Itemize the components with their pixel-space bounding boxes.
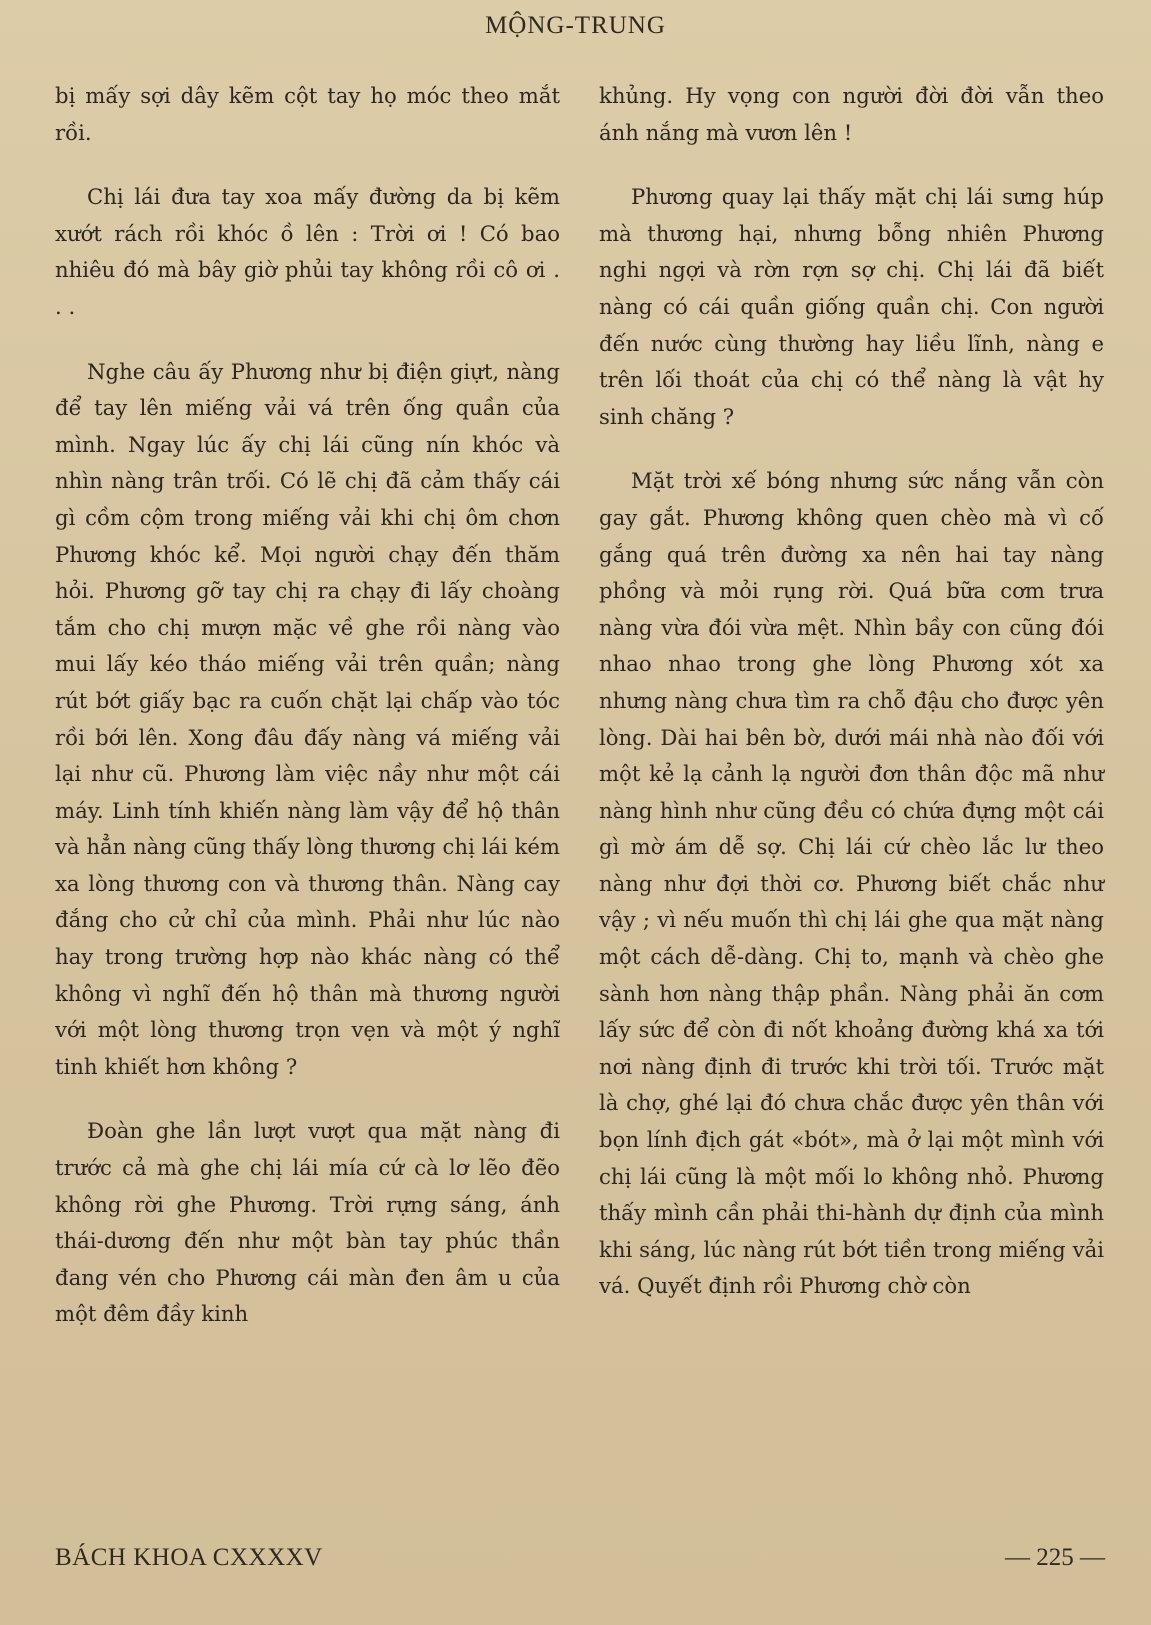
paragraph: bị mấy sợi dây kẽm cột tay họ móc theo mắt rồi.: [55, 83, 560, 145]
paragraph: Chị lái đưa tay xoa mấy đường da bị kẽm xướt rách rồi khóc ồ lên : Trời ơi ! Có bao nhiêu đó mà bây giờ phủi tay không rồi cô ơi . . .: [55, 184, 560, 319]
paragraph: Đoàn ghe lần lượt vượt qua mặt nàng đi trước cả mà ghe chị lái mía cứ cà lơ lẽo đẽo không rời ghe Phương. Trời rựng sáng, ánh thái-dương đến như một bàn tay phúc thần đang vén cho Phương cái màn đen âm u của một đêm đầy kinh: [55, 1118, 560, 1327]
paragraph: khủng. Hy vọng con người đời đời vẫn theo ánh nắng mà vươn lên !: [599, 83, 1104, 145]
right-text-column: [599, 78, 1104, 1333]
paragraph: Mặt trời xế bóng nhưng sức nắng vẫn còn gay gắt. Phương không quen chèo mà vì cố gắng quá trên đường xa nên hai tay nàng phồng và mỏi rụng rời. Quá bữa cơm trưa nàng vừa đói vừa mệt. Nhìn bầy con cũng đói nhao nhao trong ghe lòng Phương xót xa nhưng nàng chưa tìm ra chỗ đậu cho được yên lòng. Dài hai bên bờ, dưới mái nhà nào đối với một kẻ lạ cảnh lạ người đơn thân độc mã như nàng hình như cũng đều có chứa đựng một cái gì mờ ám dễ sợ. Chị lái cứ chèo lắc lư theo nàng như đợi thời cơ. Phương biết chắc như vậy ; vì nếu muốn thì chị lái ghe qua mặt nàng một cách dễ-dàng. Chị to, mạnh và chèo ghe sành hơn nàng thập phần. Nàng phải ăn cơm lấy sức để còn đi nốt khoảng đường khá xa tới nơi nàng định đi trước khi trời tối. Trước mặt là chợ, ghé lại đó chưa chắc được yên thân với bọn lính địch gát «bót», mà ở lại một mình với chị lái cũng là một mối lo không nhỏ. Phương thấy mình cần phải thi-hành dự định của mình khi sáng, lúc nàng rút bớt tiền trong miếng vải vá. Quyết định rồi Phương chờ còn: [599, 468, 1104, 1299]
journal-name: BÁCH KHOA CXXXXV: [55, 1544, 323, 1571]
paragraph: Phương quay lại thấy mặt chị lái sưng húp mà thương hại, nhưng bỗng nhiên Phương nghi ngợi và rờn rợn sợ chị. Chị lái đã biết nàng có cái quần giống quần chị. Con người đến nước cùng thường hay liều lĩnh, nàng e trên lối thoát của chị có thể nàng là vật hy sinh chăng ?: [599, 184, 1104, 429]
page-number: — 225 —: [1005, 1544, 1105, 1571]
left-text-column: [55, 78, 560, 1361]
page-footer: [55, 1544, 1105, 1584]
paragraph: Nghe câu ấy Phương như bị điện giựt, nàng để tay lên miếng vải vá trên ống quần của mình. Ngay lúc ấy chị lái cũng nín khóc và nhìn nàng trân trối. Có lẽ chị đã cảm thấy cái gì cồm cộm trong miếng vải khi chị ôm chơn Phương khóc kể. Mọi người chạy đến thăm hỏi. Phương gỡ tay chị ra chạy đi lấy choàng tắm cho chị mượn mặc về ghe rồi nàng vào mui lấy kéo tháo miếng vải trên quần; nàng rút bớt giấy bạc ra cuốn chặt lại chấp vào tóc rồi bới lên. Xong đâu đấy nàng vá miếng vải lại như cũ. Phương làm việc nầy như một cái máy. Linh tính khiến nàng làm vậy để hộ thân và hẳn nàng cũng thấy lòng thương chị lái kém xa lòng thương con và thương thân. Nàng cay đắng cho cử chỉ của mình. Phải như lúc nào hay trong trường hợp nào khác nàng có thể không vì nghĩ đến hộ thân mà thương người với một lòng thương trọn vẹn và một ý nghĩ tinh khiết hơn không ?: [55, 358, 560, 1079]
page-header-title: MỘNG-TRUNG: [485, 12, 666, 39]
